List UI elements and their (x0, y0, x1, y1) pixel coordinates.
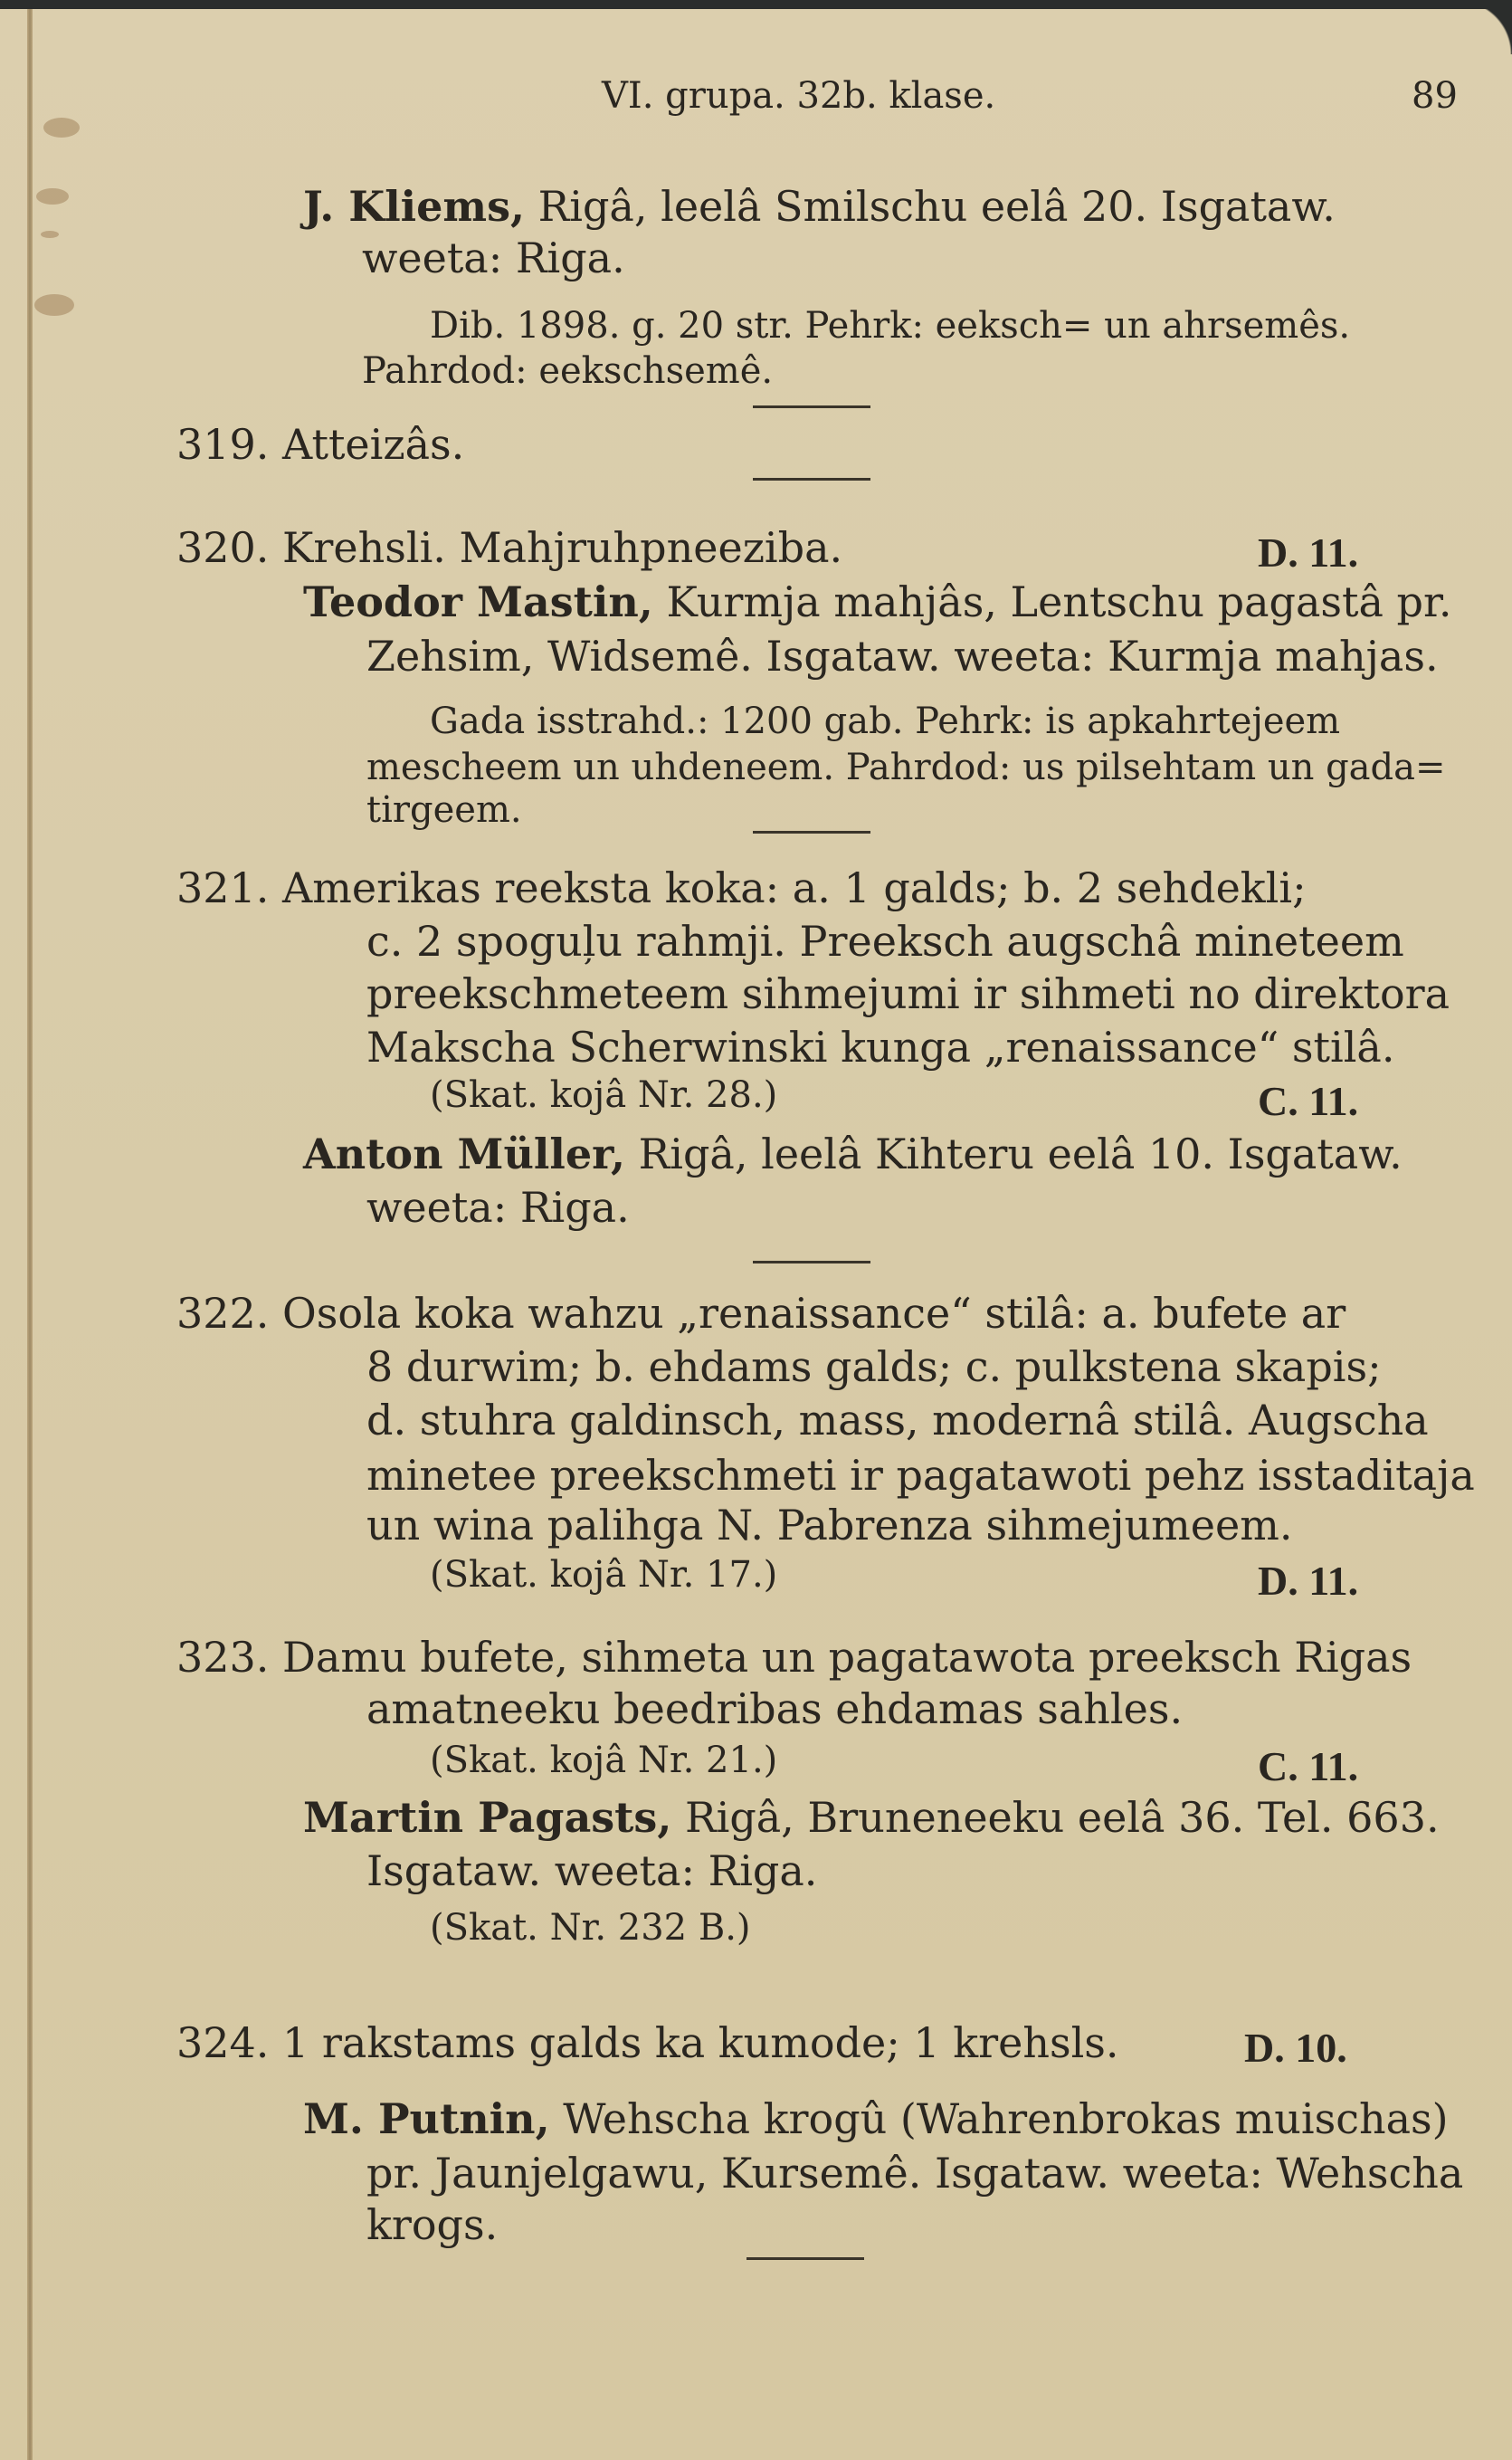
entry-description: un wina palihga N. Pabrenza sihmejumeem. (366, 1501, 1293, 1549)
entry-number: 321. (176, 863, 270, 912)
exhibitor-name: Anton Müller, (303, 1130, 626, 1178)
entry-323-title (176, 1633, 1412, 1682)
exhibitor-line (303, 577, 1452, 626)
award-grade: C. 11. (1258, 1743, 1359, 1789)
exhibitor-address-cont: Isgataw. weeta: Riga. (366, 1846, 818, 1895)
page-corner-curl (1458, 0, 1512, 54)
entry-324-title (176, 2018, 1119, 2067)
note-line: Dib. 1898. g. 20 str. Pehrk: eeksch= un ahrsemês. (430, 305, 1351, 347)
divider-rule (753, 478, 870, 481)
entry-title: Osola koka wahzu „renaissance“ stilâ: a. bufete ar (282, 1289, 1346, 1338)
entry-description: amatneeku beedribas ehdamas sahles. (366, 1684, 1184, 1733)
exhibitor-line (303, 182, 1452, 231)
note-line: Pahrdod: eekschsemê. (362, 350, 774, 392)
award-grade: C. 11. (1258, 1078, 1359, 1124)
note-line: meschеem un uhdeneem. Pahrdod: us pilsehtam un gada= (366, 747, 1446, 788)
page-number: 89 (1412, 75, 1458, 117)
catalog-reference: (Skat. kojâ Nr. 28.) (430, 1074, 778, 1116)
entry-description: preekschmeteem sihmejumi ir sihmeti no direktora (366, 969, 1450, 1018)
note-line: Gada isstrahd.: 1200 gab. Pehrk: is apkahrtejeem (430, 701, 1341, 742)
stain (43, 118, 80, 138)
binding-gutter (27, 9, 33, 2460)
exhibitor-name: Martin Pagasts, (303, 1793, 672, 1842)
stain (36, 188, 69, 205)
award-grade: D. 11. (1258, 1558, 1359, 1604)
exhibitor-address-cont: weeta: Riga. (362, 234, 625, 282)
exhibitor-name: M. Putnin, (303, 2094, 550, 2143)
exhibitor-line (303, 1130, 1403, 1178)
entry-description: 8 durwim; b. ehdams galds; c. pulkstena skapis; (366, 1342, 1382, 1391)
entry-322-title (176, 1289, 1346, 1338)
entry-title: Krehsli. Mahjruhpneeziba. (282, 523, 843, 572)
entry-description: d. stuhra galdinsch, mass, modernâ stilâ. Augscha (366, 1396, 1429, 1445)
exhibitor-name: J. Kliems, (303, 182, 526, 231)
entry-320-title (176, 523, 843, 572)
entry-number: 319. (176, 420, 270, 469)
entry-description: Makscha Scherwinski kunga „renaissance“ stilâ. (366, 1023, 1395, 1072)
note-line: tirgeem. (366, 789, 522, 831)
entry-number: 322. (176, 1289, 270, 1338)
divider-rule (753, 831, 870, 834)
entry-title: Amerikas reeksta koka: a. 1 galds; b. 2 sehdekli; (282, 863, 1307, 912)
catalog-reference: (Skat. kojâ Nr. 21.) (430, 1740, 778, 1781)
entry-319 (176, 420, 465, 469)
exhibitor-address-cont: krogs. (366, 2200, 499, 2249)
exhibitor-address: Kurmja mahjâs, Lentschu pagastâ pr. (666, 577, 1452, 626)
exhibitor-address: Rigâ, leelâ Kihteru eelâ 10. Isgataw. (638, 1130, 1403, 1178)
entry-title: Damu bufete, sihmeta un pagatawota preeksch Rigas (282, 1633, 1412, 1682)
exhibitor-address-cont: Zehsim, Widsemê. Isgataw. weeta: Kurmja mahjas. (366, 632, 1439, 681)
entry-description: minetee preekschmeti ir pagatawoti pehz isstaditaja (366, 1451, 1475, 1500)
divider-rule (746, 2257, 864, 2260)
divider-rule (753, 405, 870, 408)
entry-number: 320. (176, 523, 270, 572)
running-title: VI. grupa. 32b. klase. (602, 75, 996, 117)
award-grade: D. 11. (1258, 529, 1359, 576)
exhibitor-address: Rigâ, leelâ Smilschu eelâ 20. Isgataw. (537, 182, 1336, 231)
exhibitor-address-cont: pr. Jaunjelgawu, Kursemê. Isgataw. weeta: Wehscha (366, 2149, 1464, 2198)
exhibitor-line (303, 2094, 1449, 2143)
entry-title: 1 rakstams galds ka kumode; 1 krehsls. (282, 2018, 1119, 2067)
exhibitor-line (303, 1793, 1440, 1842)
stain (34, 294, 74, 316)
catalog-reference: (Skat. kojâ Nr. 17.) (430, 1554, 778, 1596)
divider-rule (753, 1261, 870, 1263)
exhibitor-address: Rigâ, Bruneneeku eelâ 36. Tel. 663. (684, 1793, 1440, 1842)
award-grade: D. 10. (1244, 2025, 1347, 2071)
entry-321-title (176, 863, 1307, 912)
entry-description: c. 2 spoguļu rahmji. Preeksch augschâ minеteem (366, 917, 1404, 966)
catalog-reference: (Skat. Nr. 232 B.) (430, 1907, 751, 1949)
exhibitor-address: Wehscha krogû (Wahrenbrokas muischas) (563, 2094, 1449, 2143)
entry-title: Atteizâs. (282, 420, 465, 469)
page-top-edge (0, 0, 1512, 9)
exhibitor-name: Teodor Mastin, (303, 577, 653, 626)
exhibitor-address-cont: weeta: Riga. (366, 1183, 630, 1232)
entry-number: 323. (176, 1633, 270, 1682)
stain (41, 231, 59, 238)
entry-number: 324. (176, 2018, 270, 2067)
